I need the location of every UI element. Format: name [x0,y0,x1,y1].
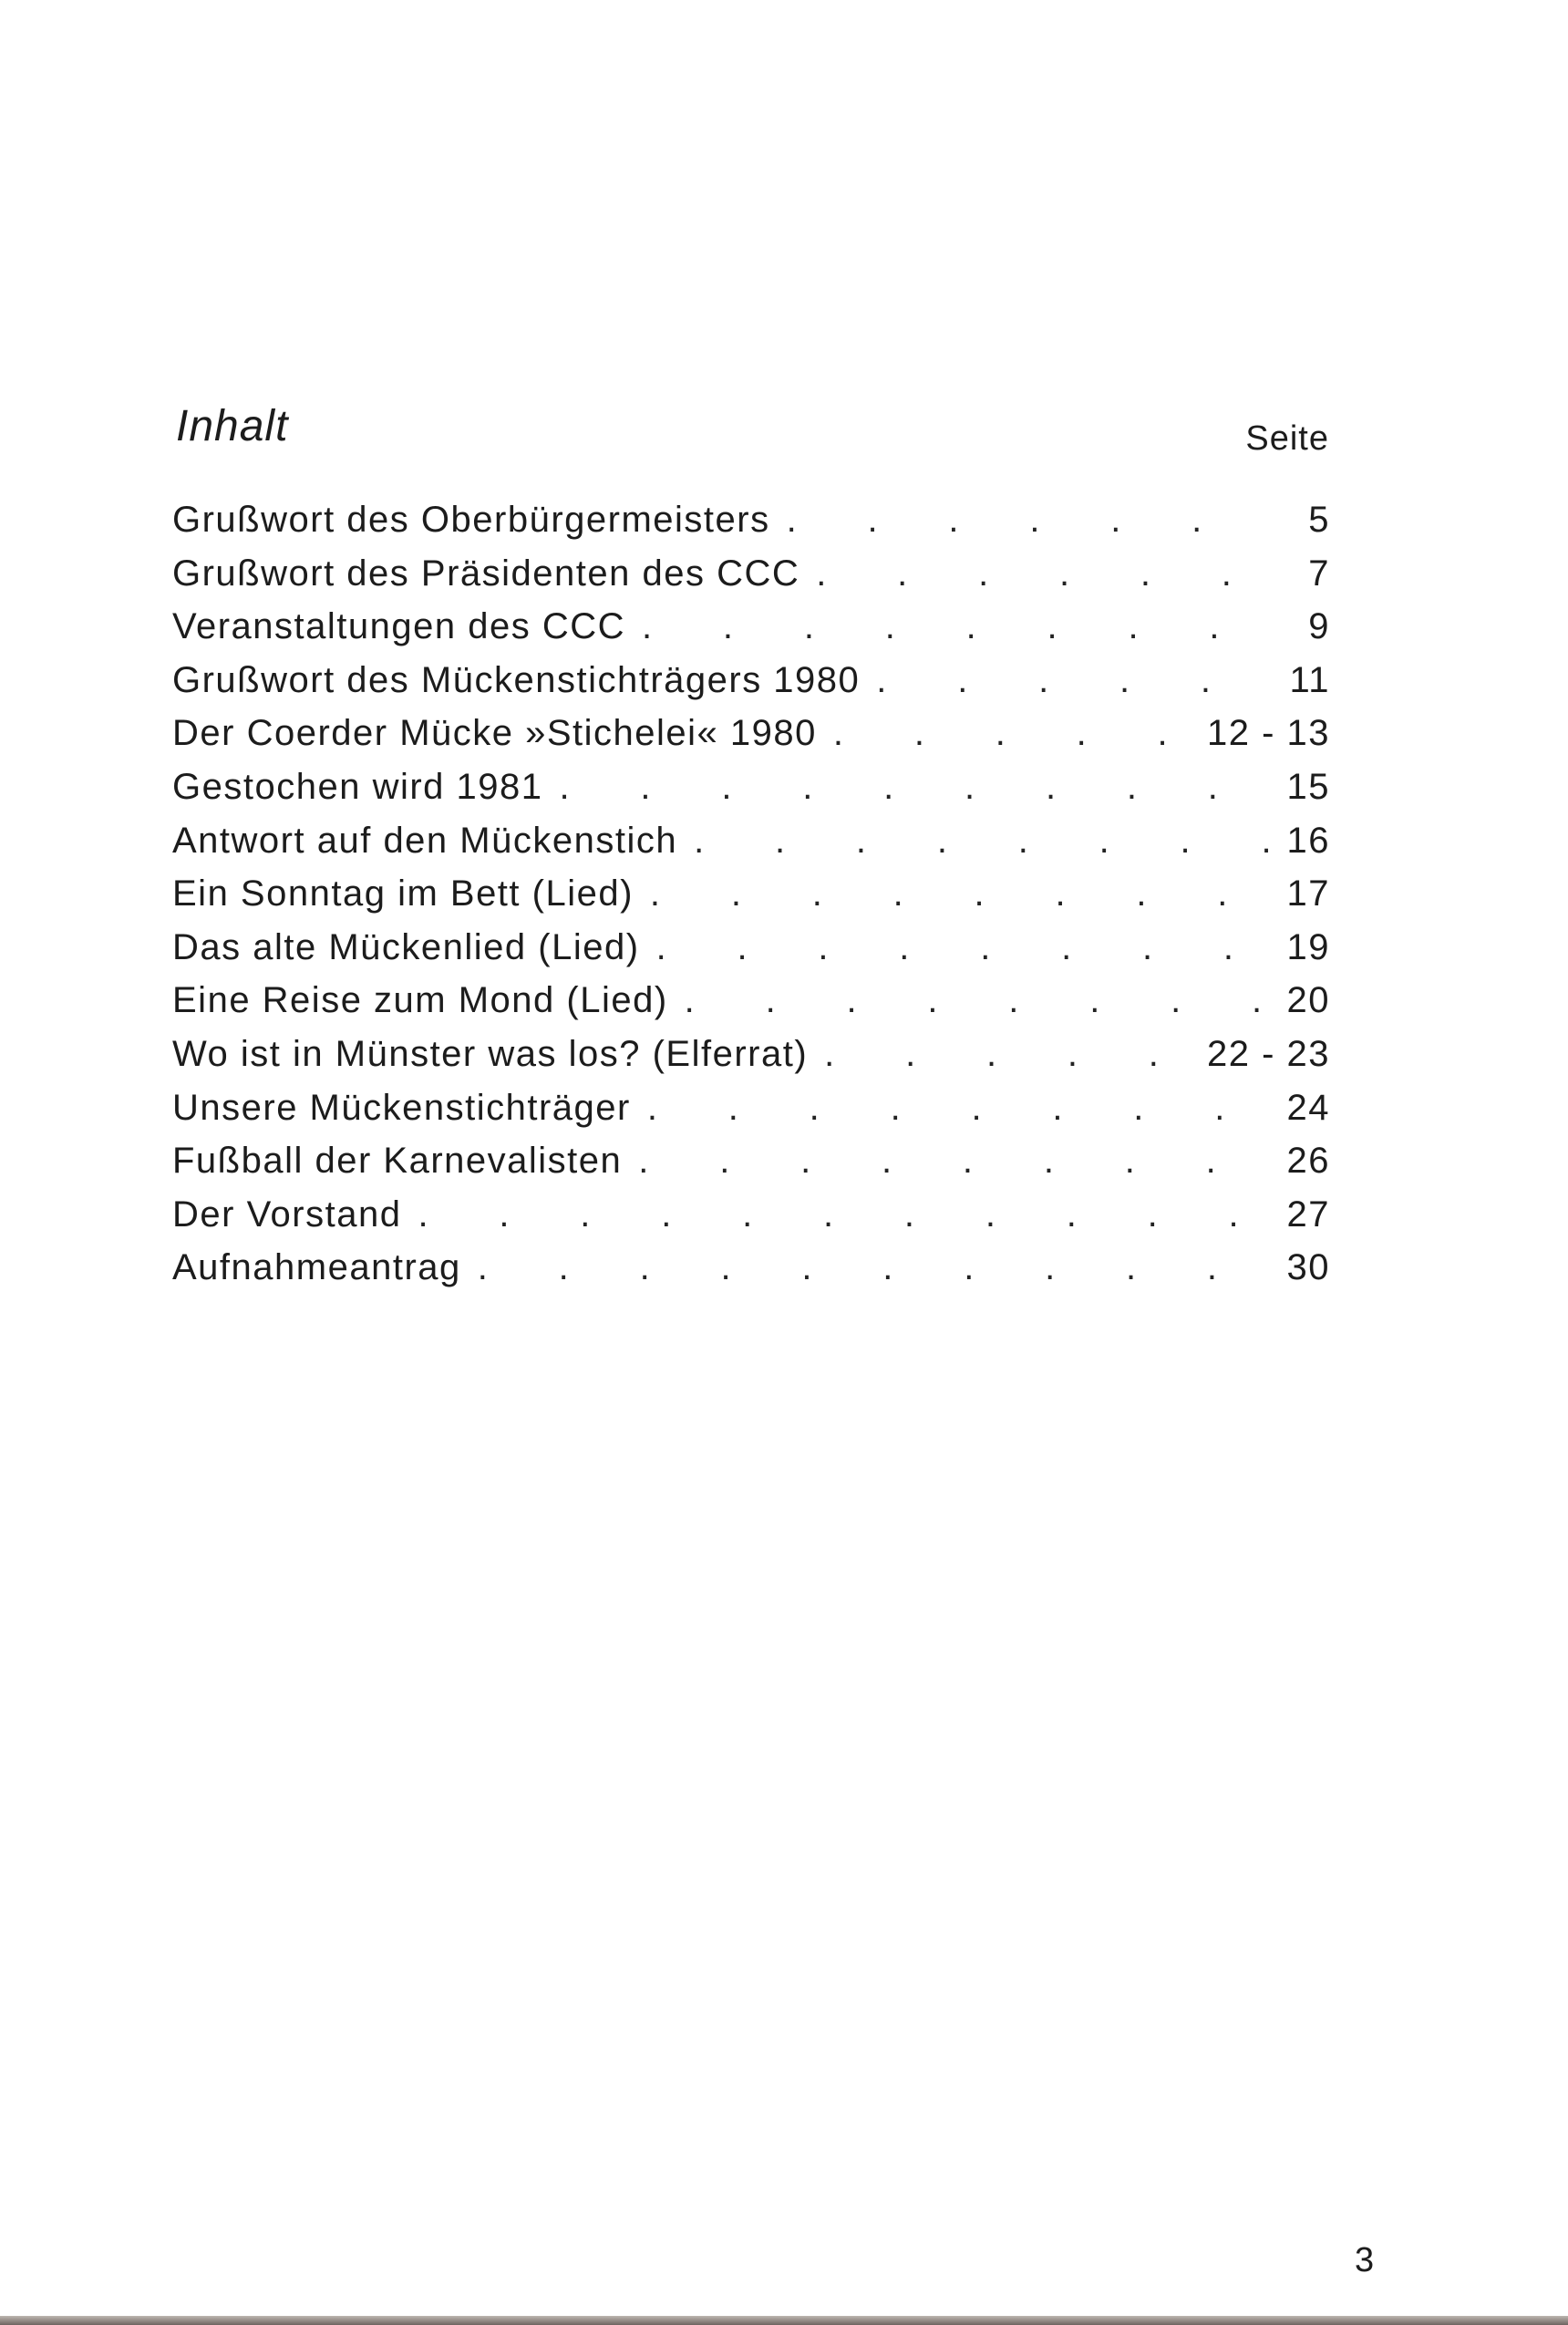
toc-entry-title: Der Coerder Mücke »Stichelei« 1980 [172,713,817,754]
toc-entry [172,606,1330,660]
toc-entry [172,500,1330,553]
toc-entry-title: Wo ist in Münster was los? (Elferrat) [172,1033,809,1074]
dot-leader [418,1194,1268,1235]
dot-leader [560,767,1268,808]
toc-entry [172,767,1330,821]
toc-entry-title: Das alte Mückenlied (Lied) [172,926,640,967]
toc-entry-page: 12 - 13 [1206,713,1330,754]
toc-entry [172,980,1330,1034]
dot-leader [642,606,1268,647]
toc-entry [172,713,1330,767]
toc-entry-page: 11 [1289,659,1330,700]
toc-entry [172,660,1330,714]
dot-leader [478,1247,1268,1288]
toc-heading: Inhalt [176,402,289,450]
toc-entry-title: Unsere Mückenstichträger [172,1087,631,1128]
toc-entry-title: Ein Sonntag im Bett (Lied) [172,873,634,914]
dot-leader [694,821,1268,862]
toc-entry-title: Grußwort des Mückenstichträgers 1980 [172,659,861,700]
toc-entry-title: Eine Reise zum Mond (Lied) [172,980,668,1021]
toc-entry [172,1247,1330,1301]
toc-entry [172,1034,1330,1088]
dot-leader [647,1088,1268,1129]
toc-entry-title: Antwort auf den Mückenstich [172,820,678,861]
dot-leader [787,500,1268,541]
toc-entry [172,553,1330,607]
table-of-contents [172,500,1330,1301]
page-column-label: Seite [1245,419,1329,458]
toc-entry [172,821,1330,874]
toc-entry-title: Aufnahmeantrag [172,1247,461,1288]
toc-entry-title: Veranstaltungen des CCC [172,606,625,647]
page-number: 3 [1355,2241,1375,2279]
dot-leader [876,660,1268,701]
toc-entry-page: 22 - 23 [1206,1033,1330,1074]
toc-entry-page: 20 [1286,980,1330,1021]
toc-entry [172,873,1330,927]
toc-entry-page: 16 [1286,820,1330,861]
toc-entry-title: Der Vorstand [172,1194,402,1235]
toc-entry-page: 30 [1286,1247,1330,1288]
dot-leader [685,980,1268,1021]
toc-entry-title: Grußwort des Präsidenten des CCC [172,553,800,594]
toc-entry-page: 26 [1286,1141,1330,1182]
dot-leader [824,1034,1191,1075]
toc-entry [172,1088,1330,1142]
toc-entry-title: Gestochen wird 1981 [172,766,543,807]
toc-entry-title: Grußwort des Oberbürgermeisters [172,500,770,540]
toc-entry-page: 15 [1286,766,1330,807]
toc-entry-page: 17 [1286,873,1330,914]
toc-entry-title: Fußball der Karnevalisten [172,1141,623,1182]
toc-entry-page: 5 [1308,500,1330,540]
toc-entry-page: 27 [1286,1194,1330,1235]
dot-leader [816,553,1268,594]
dot-leader [833,713,1191,754]
scan-bottom-edge [0,2316,1568,2325]
toc-entry-page: 9 [1308,606,1330,647]
toc-entry [172,1141,1330,1194]
toc-entry-page: 7 [1308,553,1330,594]
dot-leader [650,873,1268,914]
toc-entry [172,1194,1330,1248]
dot-leader [638,1141,1268,1182]
toc-entry-page: 24 [1286,1087,1330,1128]
dot-leader [656,927,1268,968]
toc-entry [172,927,1330,981]
toc-entry-page: 19 [1286,926,1330,967]
